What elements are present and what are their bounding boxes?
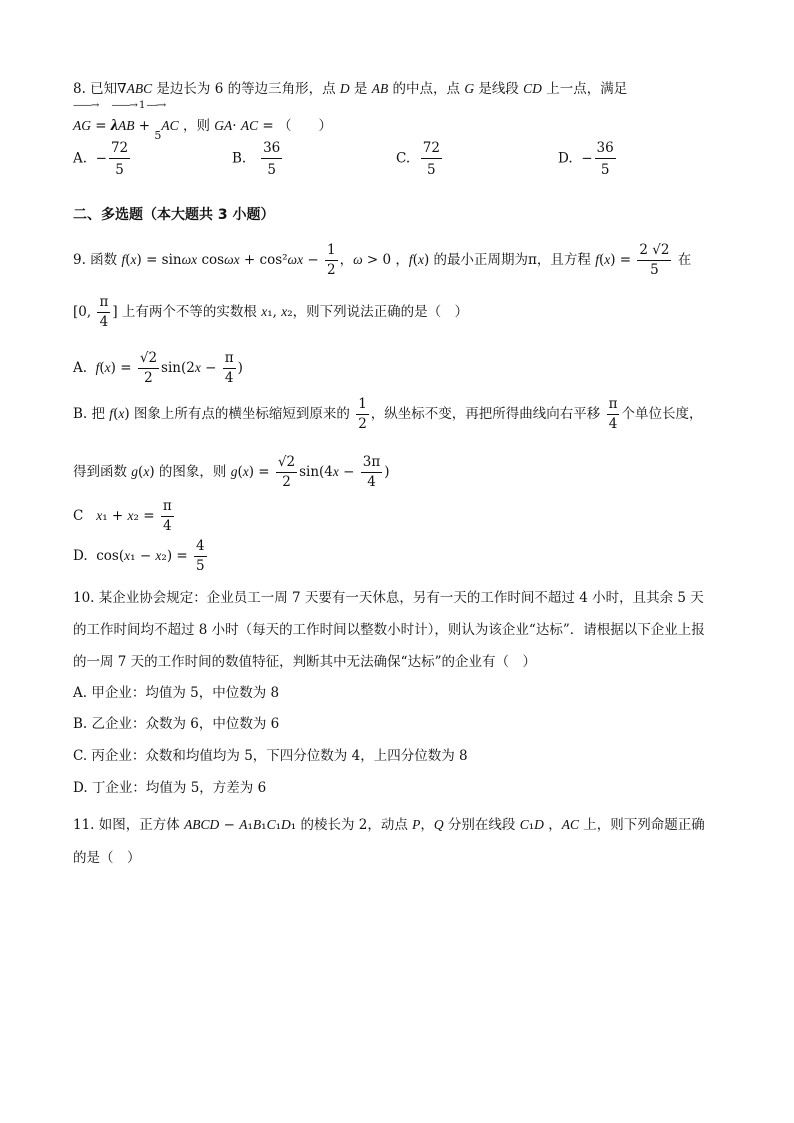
- q8-option-d: D. − $\frac{36}{5}$: [558, 140, 614, 178]
- q9-stem-1: 9. 函数 f(x) = sinωx cosωx + cos²ωx − $\frac{1}{2}$ ，ω > 0 ，f(x) 的最小正周期为π，且方程 f(x) = $\frac{2 √2}{5}$ 在: [73, 242, 692, 278]
- q11-line1: 11. 如图，正方体 ABCD − A₁B₁C₁D₁ 的棱长为 2，动点 P，Q 分别在线段 C₁D ，AC 上，则下列命题正确: [73, 817, 705, 833]
- q9-option-d: D. cos(x₁ − x₂) = $\frac{4}{5}$: [73, 538, 205, 574]
- q10-option-b: B. 乙企业：众数为 6，中位数为 6: [73, 716, 280, 732]
- q9-option-a: A. f(x) = $\frac{√2}{2}$ sin(2x − $\frac{\pi}{4}$ ): [73, 350, 243, 386]
- q8-option-b: B. $\frac{36}{5}$: [232, 140, 281, 178]
- q10-option-c: C. 丙企业：众数和均值均为 5，下四分位数为 4，上四分位数为 8: [73, 748, 468, 764]
- q8-formula: AG = λAB + $_5$AC ，则 GA· AC = （ ）: [73, 117, 333, 142]
- q9-stem-2: [0, $\frac{\pi}{4}$ ] 上有两个不等的实数根 x₁, x₂，则下列说法正确的是（ ）: [73, 294, 469, 330]
- q9-option-c: C x₁ + x₂ = $\frac{\pi}{4}$: [73, 498, 172, 534]
- q10-option-a: A. 甲企业：均值为 5，中位数为 8: [73, 685, 280, 701]
- q8-option-a: A. − $\frac{72}{5}$: [73, 140, 129, 178]
- q10-option-d: D. 丁企业：均值为 5，方差为 6: [73, 780, 267, 796]
- vector-arrows: ——→ ——→ 1 —-→: [73, 100, 166, 111]
- q9-option-b-line1: B. 把 f(x) 图象上所有点的横坐标缩短到原来的 $\frac{1}{2}$ ，纵坐标不变，再把所得曲线向右平移 $\frac{\pi}{4}$ 个单位长度，: [73, 396, 703, 432]
- q8-stem: 8. 已知∇ABC 是边长为 6 的等边三角形，点 D 是 AB 的中点，点 G 是线段 CD 上一点，满足: [73, 81, 628, 97]
- q10-line1: 10. 某企业协会规定：企业员工一周 7 天要有一天休息，另有一天的工作时间不超过 4 小时，且其余 5 天: [73, 590, 704, 606]
- q10-line3: 的一周 7 天的工作时间的数值特征，判断其中无法确保“达标”的企业有（ ）: [73, 654, 536, 670]
- section-title: 二、多选题（本大题共 3 小题）: [73, 207, 275, 223]
- q11-line2: 的是（ ）: [73, 850, 141, 866]
- q10-line2: 的工作时间均不超过 8 小时（每天的工作时间以整数小时计），则认为该企业“达标”．请根据以下企业上报: [73, 622, 705, 638]
- q9-option-b-line2: 得到函数 g(x) 的图象，则 g(x) = $\frac{√2}{2}$ sin(4x − $\frac{3\pi}{4}$ ): [73, 454, 390, 490]
- q8-option-c: C. $\frac{72}{5}$: [396, 140, 440, 178]
